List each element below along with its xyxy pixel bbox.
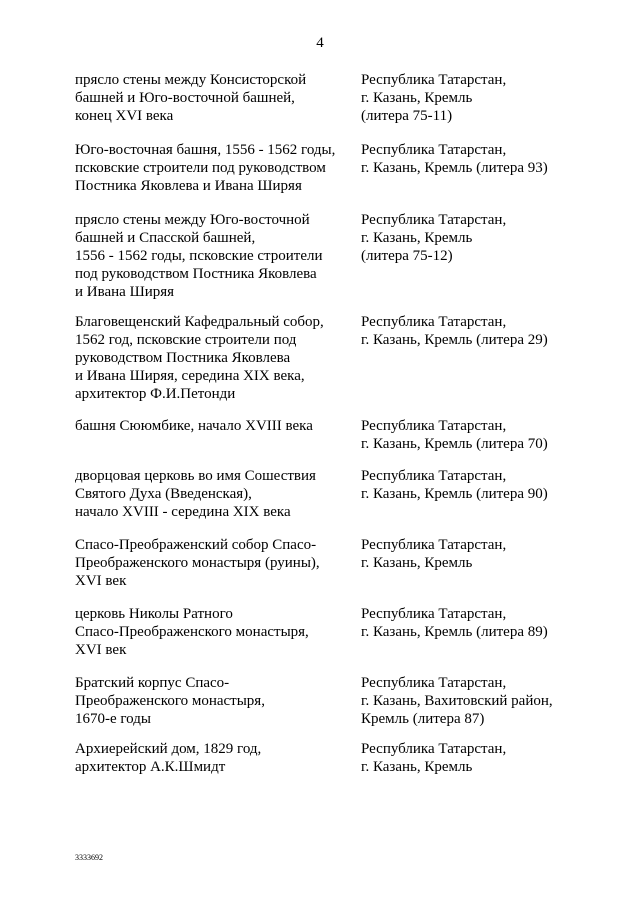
- list-item: [0, 141, 640, 211]
- monument-name: Братский корпус Спасо- Преображенского монастыря, 1670-е годы: [75, 675, 265, 727]
- page-number: 4: [316, 35, 324, 51]
- list-item: [0, 313, 640, 417]
- monument-name: прясло стены между Юго-восточной башней и Спасской башней, 1556 - 1562 годы, псковские строители под руководством Постника Яковлева и Ивана Ширяя: [75, 212, 323, 300]
- monument-location: Республика Татарстан, г. Казань, Кремль (литера 89): [361, 606, 548, 640]
- list-item: [0, 605, 640, 674]
- list-item: [0, 674, 640, 740]
- list-item: [0, 71, 640, 141]
- list-item: [0, 536, 640, 605]
- list-item: [0, 211, 640, 313]
- monument-name: дворцовая церковь во имя Сошествия Святого Духа (Введенская), начало XVIII - середина XIX века: [75, 468, 316, 520]
- monument-name: Спасо-Преображенский собор Спасо- Преображенского монастыря (руины), XVI век: [75, 537, 320, 589]
- monument-location: Республика Татарстан, г. Казань, Кремль (литера 75-11): [361, 72, 507, 124]
- list-item: [0, 417, 640, 467]
- monument-location: Республика Татарстан, г. Казань, Кремль: [361, 741, 507, 775]
- monument-name: Благовещенский Кафедральный собор, 1562 год, псковские строители под руководством Постника Яковлева и Ивана Ширяя, середина XIX века, архитектор Ф.И.Петонди: [75, 314, 324, 402]
- monument-location: Республика Татарстан, г. Казань, Кремль (литера 90): [361, 468, 548, 502]
- monument-name: прясло стены между Консисторской башней и Юго-восточной башней, конец XVI века: [75, 72, 307, 124]
- monument-location: Республика Татарстан, г. Казань, Кремль: [361, 537, 507, 571]
- list-item: [0, 740, 640, 780]
- document-code: 3333692: [75, 853, 103, 862]
- list-item: [0, 467, 640, 536]
- monument-name: Архиерейский дом, 1829 год, архитектор А.К.Шмидт: [75, 741, 262, 775]
- monument-name: церковь Николы Ратного Спасо-Преображенского монастыря, XVI век: [75, 606, 309, 658]
- monument-name: Юго-восточная башня, 1556 - 1562 годы, псковские строители под руководством Постника Яковлева и Ивана Ширяя: [75, 142, 336, 194]
- monument-name: башня Сююмбике, начало XVIII века: [75, 418, 313, 434]
- monument-location: Республика Татарстан, г. Казань, Кремль (литера 70): [361, 418, 548, 452]
- monument-location: Республика Татарстан, г. Казань, Кремль (литера 93): [361, 142, 548, 176]
- monument-location: Республика Татарстан, г. Казань, Кремль (литера 75-12): [361, 212, 507, 264]
- monument-list: [0, 71, 640, 780]
- monument-location: Республика Татарстан, г. Казань, Вахитовский район, Кремль (литера 87): [361, 675, 553, 727]
- monument-location: Республика Татарстан, г. Казань, Кремль (литера 29): [361, 314, 548, 348]
